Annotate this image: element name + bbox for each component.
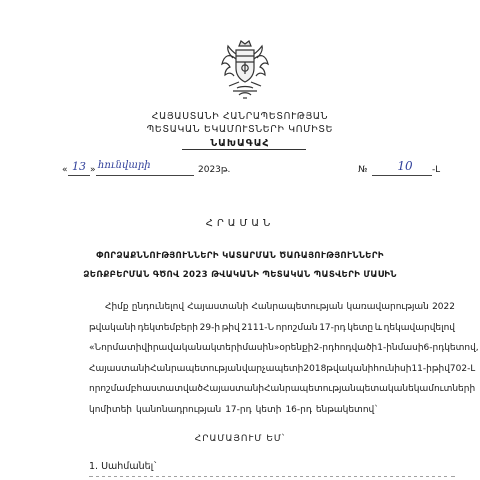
number-underline: [372, 175, 432, 176]
day-underline: [68, 175, 90, 176]
header-divider: [182, 149, 306, 150]
paragraph-word: կետի: [255, 404, 282, 415]
paragraph-word: թիվ: [431, 363, 450, 374]
date-day: 13: [72, 160, 86, 173]
paragraph-word: 702-Լ: [449, 363, 476, 374]
paragraph-word: 2022: [432, 302, 455, 312]
paragraph-word: կանոնադրության: [136, 404, 222, 415]
paragraph-word: կոմիտեի: [89, 404, 132, 415]
paragraph-word: կետը: [347, 322, 374, 333]
paragraph-word: թիվ: [221, 322, 240, 333]
position-title: ՆԱԽԱԳԱՀ: [210, 138, 270, 149]
order-number: 10: [397, 159, 413, 173]
subject-line-1: ՓՈՐՁԱՔՆՆՈՒԹՅՈՒՆՆԵՐԻ ԿԱՏԱՐՄԱՆ ԾԱՌԱՅՈՒԹՅՈՒՆՆԵՐԻ: [96, 251, 384, 261]
date-month: հունվարի: [98, 160, 151, 171]
paragraph-word: թվականի: [89, 322, 136, 333]
paragraph-line: [89, 338, 479, 359]
paragraph-word: դեկտեմբերի: [137, 322, 199, 333]
date-year: 2023թ.: [198, 165, 231, 175]
paragraph-word: Հայաստանի: [187, 302, 249, 312]
paragraph-word: 1-ին: [377, 343, 398, 353]
paragraph-word: Հիմք: [105, 302, 129, 312]
coat-of-arms-icon: [219, 38, 271, 102]
paragraph-word: հաստատված: [136, 384, 204, 394]
paragraph-word: 16-րդ: [285, 404, 312, 415]
paragraph-word: 17-րդ: [225, 404, 252, 415]
paragraph-word: Հայաստանի: [203, 384, 265, 394]
paragraph-word: մասի: [397, 343, 424, 353]
date-close-quote: »: [90, 165, 96, 175]
paragraph-word: ղեկավարվելով: [383, 322, 455, 333]
paragraph-word: Հայաստանի: [89, 363, 151, 374]
paragraph-word: իրավական: [147, 343, 202, 353]
paragraph-word: թվականի: [326, 363, 374, 374]
paragraph-word: կառավարության: [346, 302, 429, 312]
paragraph-word: 2018: [303, 363, 327, 374]
paragraph-word: օրենքի: [279, 343, 314, 353]
paragraph-word: 6-րդ: [423, 343, 445, 353]
paragraph-line: [89, 359, 476, 380]
org-name-line1: ՀԱՅԱՍՏԱՆԻ ՀԱՆՐԱՊԵՏՈՒԹՅԱՆ: [151, 111, 329, 122]
document-title: ՀՐԱՄԱՆ: [205, 218, 275, 229]
month-underline: [96, 175, 194, 176]
paragraph-line: [89, 400, 455, 421]
paragraph-word: 17-րդ: [319, 322, 346, 333]
paragraph-word: կետով,: [444, 343, 479, 353]
decree-item-1: 1. Սահմանել`: [89, 461, 158, 472]
subject-line-2: ՁԵՌՔԲԵՐՄԱՆ ԳԾՈՎ 2023 ԹՎԱԿԱՆԻ ՊԵՏԱԿԱՆ ՊԱՏՎԵՐԻ ՄԱՍԻՆ: [83, 270, 397, 280]
paragraph-word: 2111-Ն: [241, 322, 275, 333]
paragraph-word: Հանրապետության: [251, 302, 344, 312]
paragraph-word: վարչապետի: [241, 363, 304, 374]
paragraph-word: ակտերի: [201, 343, 243, 353]
paragraph-word: ընդունելով: [131, 302, 185, 312]
paragraph-line: [89, 318, 455, 339]
paragraph-word: 11-ի: [411, 363, 432, 374]
date-open-quote: «: [62, 165, 68, 175]
paragraph-word: եկամուտների: [408, 384, 476, 394]
paragraph-word: 2-րդ: [313, 343, 335, 353]
paragraph-word: 29-ի: [199, 322, 221, 333]
paragraph-word: պետական: [355, 384, 409, 394]
cut-off-next-line: [89, 476, 455, 480]
paragraph-word: ենթակետով`: [315, 404, 379, 415]
paragraph-word: որոշմամբ: [89, 384, 137, 394]
paragraph-word: Հանրապետության: [264, 384, 356, 394]
paragraph-word: որոշման: [275, 322, 318, 333]
order-number-label: №: [358, 165, 368, 175]
paragraph-line: [89, 297, 455, 318]
paragraph-line: [89, 379, 476, 400]
paragraph-word: մասին»: [242, 343, 280, 353]
preamble-paragraph: [89, 297, 479, 420]
paragraph-word: Հանրապետության: [150, 363, 242, 374]
decree-heading: ՀՐԱՄԱՅՈՒՄ ԵՄ՝: [194, 434, 286, 444]
order-number-suffix: -Լ: [432, 165, 441, 175]
paragraph-word: հունիսի: [373, 363, 412, 374]
paragraph-word: և: [374, 322, 383, 333]
org-name-line2: ՊԵՏԱԿԱՆ ԵԿԱՄՈՒՏՆԵՐԻ ԿՈՄԻՏԵ: [146, 124, 334, 135]
paragraph-word: հոդվածի: [334, 343, 378, 353]
paragraph-word: «Նորմատիվ: [89, 343, 148, 353]
